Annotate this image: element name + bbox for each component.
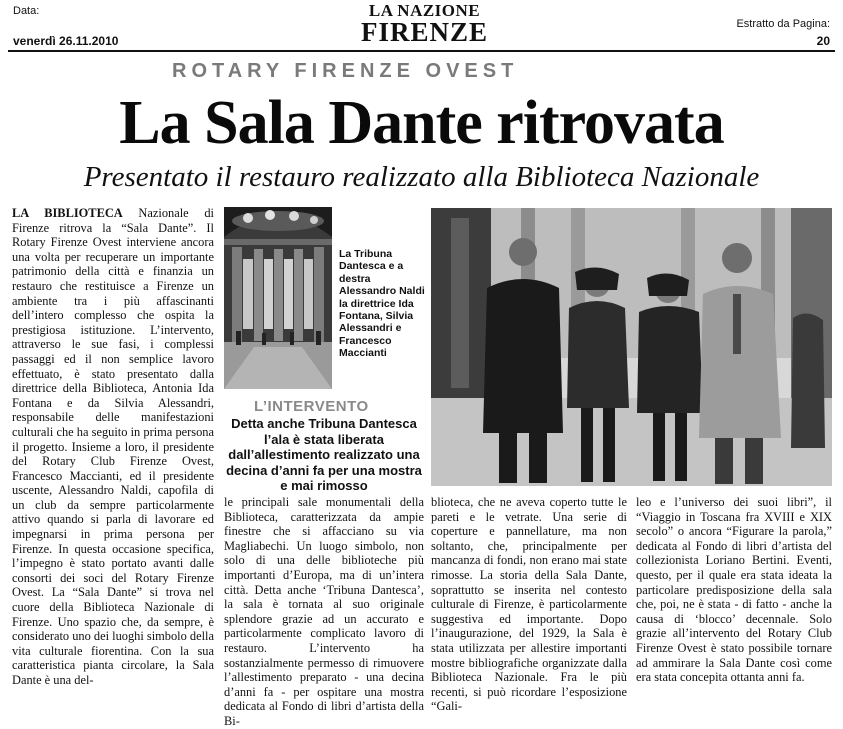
article-kicker: ROTARY FIRENZE OVEST bbox=[172, 60, 519, 82]
intervento-box-text: Detta anche Tribuna Dantesca l’ala è stata liberata dall’allestimento realizzato una decina d’anni fa per una mostra e mai rimosso bbox=[226, 416, 422, 493]
article-column-3: blioteca, che ne aveva coperto tutte le pareti e le vetrate. Una serie di coperture e pannellature, ma non soltanto, che, principalmente per mancanza di fondi, non erano mai state rimosse. La storia della Sala Dante, soprattutto se inserita nel contesto culturale di Firenze, è particolarmente suggestiva ed importante. Dopo l’inaugurazione, del 1929, la Sala è stata utilizzata per allestire importanti mostre bibliografiche organizzate dalla Biblioteca Nazionale. Fra le più recenti, si può ricordare l’esposizione “Gali- bbox=[431, 495, 627, 714]
header-rule bbox=[8, 50, 835, 52]
room-photo-illustration bbox=[224, 207, 332, 389]
group-photo-illustration bbox=[431, 208, 832, 486]
group-portrait-photo bbox=[431, 208, 832, 486]
article-headline: La Sala Dante ritrovata bbox=[119, 89, 724, 157]
page-number: 20 bbox=[816, 34, 830, 48]
intervento-box-title: L’INTERVENTO bbox=[254, 398, 369, 415]
column-1-text: Nazionale di Firenze ritrova la “Sala Dante”. Il Rotary Firenze Ovest interviene ancora una volta per recuperare un importante patrimonio della città e finanzia un restauro che restituisce a Firenze un ambiente tra i più affascinanti dell’intero complesso che ospita la prestigiosa istituzione. L’intervento, attraverso le sue fasi, i complessi passaggi ed il non semplice lavoro effettuato, è stato presentato dalla direttrice della Biblioteca, Antonia Ida Fontana e da Silvia Alessandri, responsabile delle manifestazioni culturali che ha seguito in prima persona il progetto. Insieme a loro, il presidente del Rotary Club Firenze Ovest, Francesco Maccianti, ed il presidente uscente, Alessandro Naldi, capofila di un club da sempre particolarmente attivo quando si parla di lavorare ed impegnarsi in prima persona per Firenze. In questa occasione specifica, l’impegno è stato portato avanti dalle consorti dei soci del Rotary Firenze Ovest. La “Sala Dante” si trova nel cuore della Biblioteca Nazionale di Firenze. Uno spazio che, da sempre, è considerato uno dei luoghi simbolo della vita culturale fiorentina. Con la sua caratteristica pianta circolare, la Sala Dante è una del- bbox=[12, 206, 215, 687]
article-column-1 bbox=[12, 206, 214, 688]
article-column-4: leo e l’universo dei suoi libri”, il “Viaggio in Toscana fra XVIII e XIX secolo” o ancora “Figurare la parola,” dedicata al Fondo di libri d’artista del collezionista Loriano Bertini. Eventi, questo, per il quale era stata ideata la particolare predisposizione della sala che, poi, ne è stata - di fatto - anche la causa di ‘blocco’ decennale. Solo grazie all’intervento del Rotary Club Firenze Ovest è stato possibile tornare ad ammirare la Sala Dante così come era stata concepita ottanta anni fa. bbox=[636, 495, 832, 685]
article-subhead: Presentato il restauro realizzato alla Biblioteca Nazionale bbox=[83, 161, 760, 193]
article-column-2: le principali sale monumentali della Biblioteca, caratterizzata da ampie finestre che si affacciano su via Magliabechi. Un luogo simbolo, non solo di una delle biblioteche più importanti d’Europa, ma di un’intera città. Detta anche ‘Tribuna Dantesca’, la sala è tornata al suo originale splendore grazie ad un accurato e particolarmente complicato lavoro di restauro. L’intervento ha sostanzialmente permesso di rimuovere l’allestimento preparato - una decina d’anni fa - per ospitare una mostra dedicata al Fondo di libri d’artista della Bi- bbox=[224, 495, 424, 728]
masthead-publication: LA NAZIONE bbox=[368, 1, 481, 20]
tribuna-dantesca-photo bbox=[224, 207, 332, 389]
photo-caption: La Tribuna Dantesca e a destra Alessandro Naldi la direttrice Ida Fontana, Silvia Alessandri e Francesco Maccianti bbox=[339, 248, 425, 360]
masthead-edition: FIRENZE bbox=[360, 17, 489, 47]
date-value: venerdì 26.11.2010 bbox=[13, 34, 119, 48]
extract-page-label: Estratto da Pagina: bbox=[736, 18, 830, 30]
date-label: Data: bbox=[13, 5, 40, 17]
lead-in: LA BIBLIOTECA bbox=[12, 206, 123, 220]
